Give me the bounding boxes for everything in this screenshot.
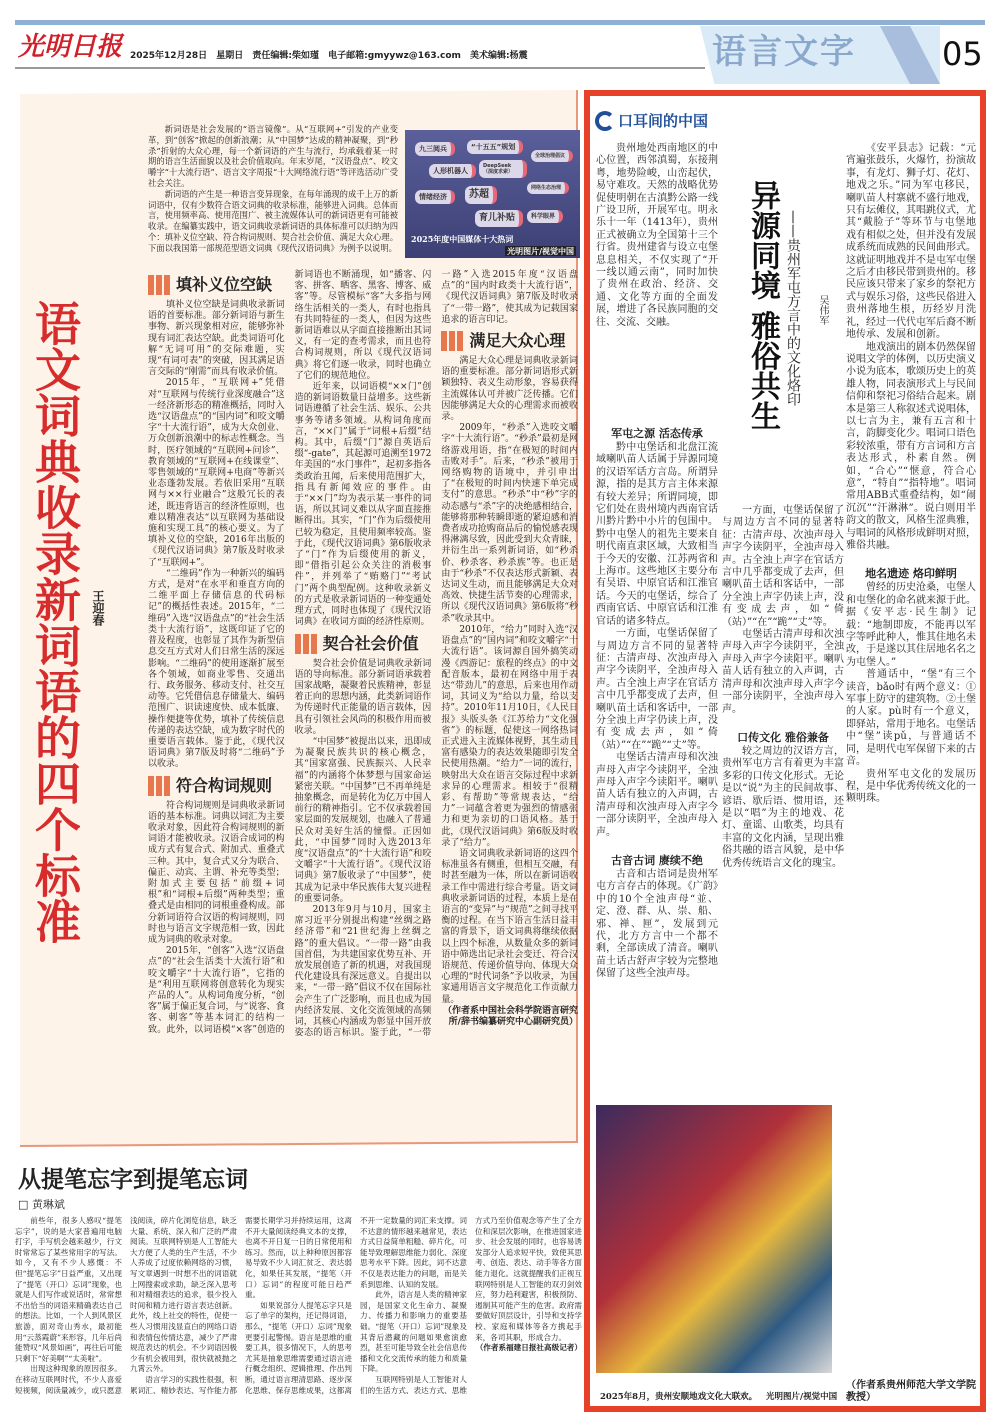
paragraph: 2015年，“互联网+”凭借对“互联网与传统行业深度融合”这一经济新形态的精准概括，同时入选“汉语盘点”的“国内词”和咬文嚼字“十大流行语”，成为大众创业、万众创新浪潮中的标志性概念。当时，医疗领域的“互联网+问诊”、教育领域的“互联网+在线课堂”、零售领域的“互联网+电商”等新兴业态蓬勃发展。若依旧采用“互联网与××行业融合”这般冗长的表述，既违背语言的经济性原则，也难以精准表达“以互联网为基础设施和实现工具”的核心要义。为了填补义位的空缺，2016年出版的《现代汉语词典》第7版及时收录了“互联网+”。 [148,378,285,568]
paragraph: 一方面，屯堡话保留了与周边方言不同的显著特征：古清声母、次浊声母入声字今读阴平，全浊声母入声。古全浊上声字在官话方言中几乎都变成了去声，但喇叭苗土话和客话中，一部分全浊上声字仍读上声，没有变成去声，如“倚（站）”“在”“跪”“丈”等。 [596,628,718,751]
paragraph: 此外，语言是人类的精神家园，是国家文化生命力、凝聚力、传播力和影响力的重要基础。“提笔（开口）忘词”现象及其背后潜藏的问题如果愈演愈烈，甚至可能导致全社会信息传播和文化交流传承的能力和质量下降。 [360,1290,467,1374]
books-icon [148,275,170,295]
lead-article-title: 语文词典收录新词语的四个标准 [28,300,82,944]
right-intro [596,143,718,329]
bubble: 全球治理倡议 [531,150,573,162]
newspaper-logo: 光明日报 [18,32,123,62]
bottom-body [15,1216,582,1396]
intro-paragraph: 新词语是社会发展的“语言镜像”。从“互联网+”引发的产业变革，到“创客”掀起的创新浪潮；从“中国梦”达成的精神凝聚，到“秒杀”折射的大众心理，每一个新词语的产生与流行，均承载着某一时期的语言生活面貌以及社会价值取向。年末岁尾，“汉语盘点”、咬文嚼字“十大流行语”、语言文字周报“十大网络流行语”等评选活动广受社会关注。 [148,124,398,188]
paragraph: 屯堡话古清声母和次浊声母入声字今读阴平，全浊声母入声字今读阳平。喇叭苗人话有独立的入声调，古清声母和次浊声母入声字今一部分读阴平，全浊声母入声。 [596,752,718,838]
paragraph: “中国梦”被提出以来，迅即成为凝聚民族共识的核心概念，其“国家富强、民族振兴、人民幸福”的内涵将个体梦想与国家命运紧密关联。“中国梦”已不再单纯是抽象概念，而是转化为亿万中国人前行的精神指引。它不仅承载着国家层面的发展规划，也融入了普通民众对美好生活的憧憬。正因如此，“中国梦”同时入选2013年度“汉语盘点”的“十大流行语”和咬文嚼字“十大流行语”。《现代汉语词典》第7版收录了“中国梦”，使其成为记录中华民族伟大复兴进程的重要词条。 [294,736,432,904]
paragraph: 贵州地处西南地区的中心位置，西邻滇蜀，东接荆粤，地势险峻，山峦起伏，易守难攻。天然的战略优势促使明朝在古滇黔公路一线广设卫所，开展军屯。明永乐十一年（1413年），贵州正式被确立为全国第十三个行省。贵州建省与设立屯堡息息相关，不仅实现了“开一线以通云南”，同时加快了贵州在政治、经济、交通、文化等方面的全面发展，增进了各民族同胞的交往、交流、交融。 [596,143,718,328]
books-icon [295,634,317,654]
section-heading-fill-gap [148,274,285,296]
section-heading: 填补义位空缺 [176,275,273,294]
right-article-author: 吴伟军 [817,295,828,325]
paragraph: 互联网特别是人工智能对人们的生活方式、表达方式、思维方式乃至价值观念等产生了全方位和深层次影响，在推进国家进步、社会发展的同时，也容易诱发部分人追求短平快，致使其思考、创造、表达、动手等各方面能力退化。这就提醒我们正视互联网特别是人工智能的双刃剑效应，努力趋利避害，积极预防、遏制其可能产生的危害。政府需要做好顶层设计，引导和支持学校、家庭和媒体等各方携起手来，各司其职，形成合力。 [360,1216,582,1395]
paragraph: 契合社会价值是词典收录新词语的导向标准。部分新词语承载着国家战略，凝聚着民族精神，彰显着正向的思想内涵，此类新词语作为传递时代正能量的语言载体，因具有引领社会风尚的积极作用而被收录。 [294,658,432,736]
right-col3 [846,143,976,806]
subhead: 古音古词 赓续不绝 [611,854,703,867]
right-col2 [722,505,844,870]
bubble: 网络生态治理 [527,182,569,194]
bubble: 苏超 [465,186,497,204]
bubble: 科学眼界 [527,210,563,223]
bubble: DeepSeek（深度求索） [479,160,527,178]
lead-body [148,270,578,1039]
subhead: 口传文化 雅俗兼备 [737,730,829,744]
paragraph: 普通话中，“堡”有三个读音，bǎo时有两个意义：①军事上防守的建筑物。②土堡的人家。pù时有一个意义，即驿站，常用于地名。屯堡话中“堡”读pǔ，与普通话不同，是明代屯军保留下来的古音。 [846,669,976,768]
paragraph: 如果说部分人提笔忘字只是忘了单字的架构，还记得词语，那么，“提笔（开口）忘词”现象更要引起警惕。语言是思维的重要工具，很多情况下，人的思考尤其是抽象思维需要通过语言进行概念组织、逻辑推理、作出判断，通过语言理清思路、逐步深化思维、保存思维成果，这都离不开一定数量的词汇来支撑。词不达意的情形越来越常见，表达方式日益简单粗糙、碎片化，可能导致理解思维能力弱化、深度思考水平下降。因此，词不达意不仅是表达能力的问题，而是关系到思维、认知的发展。 [245,1216,467,1395]
right-article-subtitle: ——贵州军屯方言中的文化烙印 [785,210,801,406]
bubble: 情绪经济 [415,190,455,204]
section-heading: 符合构词规则 [176,775,273,795]
right-article-title: 异源同境 雅俗共生 [745,180,780,431]
section-heading: 满足大众心理 [469,331,566,351]
right-col1 [596,426,718,981]
paragraph: 2013年9月与10月，国家主席习近平分别提出构建“丝绸之路经济带”和“21世纪海上丝绸之路”的重大倡议。“一带一路”由我国首倡，为共建国家优势互补、开放发展创造了新的机遇，对我国现代化建设具有深远意义。自提出以来，“一带一路”倡议不仅在国际社会产生了广泛影响，而且也成为国内经济发展、文化交流领域的高频词，其核心内涵成为彰显中国开放姿态的语言标识。鉴于此，“一带一路”入选2015年度“汉语盘点”的“国内时政类十大流行语”，《现代汉语词典》第7版及时收录了“一带一路”，使其成为记载国家追求的语言印记。 [294,270,578,1039]
paragraph: 古音和古语词是贵州军屯方言存古的体现。《广韵》中的10个全浊声母“並、定、澄、群、从、崇、船、邪、禅、匣”，发展到元代，北方方言中一个都不剩，全部读成了清音。喇叭苗土话古舒声字较为完整地保留了这些全浊声母。 [596,869,718,980]
paragraph: 较之周边的汉语方言，贵州军屯方言有着更为丰富多彩的口传文化形式。无论是以“说”为主的民间故事、谚语、歇后语、惯用语，还是以“唱”为主的地戏、花灯、童谣、山歌类，均具有丰富的文化内涵，呈现出雅俗共融的语言风貌，是中华优秀传统语言文化的瑰宝。 [722,745,844,869]
header-rule [15,67,705,69]
bottom-article-author: □ 黄琳斌 [18,1198,65,1211]
bubble: 九三阅兵 [415,142,455,156]
bubble: 育儿补贴 [475,210,523,227]
section-heading: 契合社会价值 [322,633,419,653]
photo-caption: 2025年8月，贵州安顺地戏文化大联欢。 光明图片/视觉中国 [600,1392,838,1402]
paragraph: 前些年，很多人感叹“提笔忘字”，说的是大家普遍用电脑打字，手写机会越来越少，行文时常常忘了某些常用字的写法。如今，又有不少人感慨：不但“提笔忘字”日益严重，又出现了“提笔（开口）忘词”现象，也就是人们写作或说话时，常常想不出恰当的词语来精确表达自己的想法。比如，一个人到风景区旅游，面对奇山秀水，最初能用“云蒸霞蔚”来形容，几年后尚能赞叹“风景如画”，再往后可能只剩下“好美啊”“太美啦”。 [15,1216,122,1363]
subhead: 军屯之源 活态传承 [611,427,703,440]
paragraph: 黔中屯堡话和北盘江流域喇叭苗人话属于异源同境的汉语军话方言岛。所谓异源，指的是其方言主体来源有较大差异；所谓同境，即它们处在贵州境内西南官话川黔片黔中小片的包围中。黔中屯堡人的祖先主要来自明代南直隶区域，大致相当于今天的安徽、江苏两省和上海市。这些地区主要分布有吴语、中原官话和江淮官话。今天的屯堡话，综合了西南官话、中原官话和江淮官话的诸多特点。 [596,442,718,627]
column-brand [595,110,708,132]
paragraph: 语言学习的实践性很强，积累词汇、精妙表达、写作能力都需要长期学习并持续运用，这离不开大量阅读经典文本的支撑，也离不开日复一日的日常使用和练习。然而，以上种种原因都容易导致不少人词汇贫乏、表达弱化，如果任其发展，“提笔（开口）忘词”的程度可能日趋严重。 [130,1216,352,1395]
column-name: 口耳间的中国 [618,112,709,130]
paragraph: 语文词典收录新词语的这四个标准虽各有侧重，但相互交融，有时甚至融为一体，所以在新词语收录工作中需进行综合考量。语文词典收录新词语的过程，本质上是在语言的“变异”与“规范”之间寻找平衡的过程。在当下语言生活日益丰富的背景下，语文词典将继续依据以上四个标准，从数量众多的新词语中筛选出记录社会变迁、符合汉语规范、传递价值导向、体现大众心理的“时代词条”予以收录，为国家通用语言文字规范化工作贡献力量。 [441,848,578,1005]
bubble: “十五五”规划 [467,140,523,154]
paragraph: 满足大众心理是词典收录新词语的重要标准。部分新词语形式新颖独特、表义生动形象，容易获得主流媒体认可并被广泛传播。它们因能够满足大众的心理需求而被收录。 [441,356,578,423]
bottom-article-title: 从提笔忘字到提笔忘词 [18,1166,248,1193]
section-heading-word-formation [148,775,285,797]
paragraph: 2009年，“秒杀”入选咬文嚼字“十大流行语”。“秒杀”最初是网络游戏用语，指“在极短的时间内击败对手”。后来，“秒杀”被用于网络购物的语境中，并引申出了“在极短的时间内快速下单完成支付”的意思。“秒杀”中“秒”字的动态感与“杀”字的决绝感相结合，能够将那种转瞬即逝的紧迫感和消费者成功抢购商品后的愉悦感表现得淋漓尽致，因此受到大众青睐，并衍生出一系列新词语，如“秒杀价、秒杀客、秒杀族”等。也正是由于“秒杀”不仅表达形式新颖、表达词义生动，而且能够满足大众对高效、快捷生活节奏的心理需求，所以《现代汉语词典》第6版将“秒杀”收录其中。 [441,423,578,624]
subhead: 地名遗迹 烙印鲜明 [865,567,957,581]
section-name: 语言文字 [712,32,856,72]
books-icon [441,331,463,351]
author-credit: （作者系贵州师范大学文学院教授） [846,1380,976,1404]
author-credit: （作者系中国社会科学院语言研究所/辞书编纂研究中心副研究员） [442,1005,578,1027]
paragraph: 屯堡话古清声母和次浊声母入声字今读阴平，全浊声母入声字今读阳平。喇叭苗人话有独立的入声调，古清声母和次浊声母入声字今一部分读阴平，全浊声母入声。 [722,629,844,715]
issue-meta: 2025年12月28日 星期日 责任编辑:柴如瑾 电子邮箱:gmyywz@163.com 美术编辑:杨震 [130,51,528,61]
intro-paragraph: 新词语的产生是一种语言变异现象，在每年涌现的成千上万的新词语中，仅有少数符合语文词典的收录标准，能够进入词典。总体而言，使用频率高、使用范围广、被主流媒体认可的新词语更有可能被收录。在编纂实践中，语文词典收录新词语的具体标准可以归纳为四个：填补义位空缺、符合构词规则、契合社会价值、满足大众心理。下面以我国第一部规范型语文词典《现代汉语词典》为例予以说明。 [148,188,398,253]
paragraph: 符合构词规则是词典收录新词语的基本标准。词典以词汇为主要收录对象，因此符合构词规则的新词语才能被收录。汉语合成词的构成方式有复合式、附加式、重叠式三种。其中，复合式又分为联合、偏正、动宾、主谓、补充等类型；附加式主要包括“前缀+词根”和“词根+后缀”两种类型；重叠式是由相同的词根重叠构成。部分新词语符合汉语的构词规则，同时也与语言文字规范相一致，因此成为词典的收录对象。 [148,800,285,945]
paragraph: “二维码”作为一种新兴的编码方式，是对“在水平和垂直方向的二维平面上存储信息的代码标记”的概括性表述。2015年，“二维码”入选“汉语盘点”的“社会生活类十大流行语”，这既印证了它的普及程度，也彰显了其作为新型信息交互方式对人们日常生活的深远影响。“二维码”的使用逐渐扩展至各个领域，如商业零售、交通出行、政务服务、移动支付、社交互动等。它凭借信息存储量大、编码范围广、识读速度快、成本低廉、操作便捷等优势，填补了传统信息传递的表达空缺，成为数字时代的重要语言载体。鉴于此，《现代汉语词典》第7版及时将“二维码”予以收录。 [148,568,285,770]
paragraph: 贵州军屯文化的发展历程，是中华优秀传统文化的一颗明珠。 [846,768,976,805]
paragraph: 一方面，屯堡话保留了与周边方言不同的显著特征：古清声母、次浊声母入声字今读阴平，全浊声母入声。古全浊上声字在官话方言中几乎都变成了去声，但喇叭苗土话和客话中，一部分全浊上声字仍读上声，没有变成去声，如“倚（站）”“在”“跪”“丈”等。 [722,505,844,628]
photo-credit: 光明图片/视觉中国 [765,1392,838,1402]
section-heading-social-value [295,633,432,655]
hot-words-illustration [405,130,580,258]
illustration-caption: 2025年度中国媒体十大热词 [411,234,514,244]
section-heading-public-psychology [441,330,578,352]
paragraph: 2010年，“给力”同时入选“汉语盘点”的“国内词”和咬文嚼字“十大流行语”。该词源自国外搞笑动漫《西游记：旅程的终点》的中文配音版本，最初在网络中用于表达“带劲儿”的意思，后来也用作动词，其词义为“给以力量，给以支持”。2010年11月10日，《人民日报》头版头条《江苏给力“文化强省”》的标题，促使这一网络热词正式进入主流媒体视野，其生动且富有感染力的表达效果随即引发全民使用热潮。“给力”一词的流行，映射出大众在语言交际过程中求新求异的心理需求。相较于“很精彩、有帮助”等常规表达，“给力”一词蕴含着更为强烈的情感张力和更为亲切的口语风格。基于此，《现代汉语词典》第6版及时收录了“给力”。 [441,624,578,848]
bubble: 人形机器人 [429,164,476,178]
paragraph: 地戏演出的剧本仍然保留说唱文学的体例，以历史演义小说为底本，歌颂历史上的英雄人物，同表演形式上与民间信仰和祭祀习俗结合起来。剧本是第三人称叙述式说唱体，以七言为主，兼有五言和十言，韵脚变化少。唱词口语色彩较浓重，带有方言词和方言表达形式，朴素自然。例如，“合心”“惬意，符合心意”，“特自”“指特地”。唱词常用ABB式重叠结构，如“闹沉沉”“汗淋淋”。说白则用半韵文的散文，风格生涩典雅，与唱词的风格形成鲜明对照，雅俗共融。 [846,341,976,551]
paragraph: 近年来，以词语模“××门”创造的新词语数量日益增多。这些新词语遵循了社会生活、娱乐、公共事务等诸多领域。从构词角度而言，“××门”属于“词根+后缀”结构。其中，后缀“门”源自英语后缀“-gate”，其起源可追溯至1972年美国的“水门事件”，起初多指各类政治丑闻，后来使用范围扩大，指具有新闻效应的事件。由于“××门”均为表示某一事件的词语，所以其词义难以从字面直接推断得出。其实，“门”作为后缀使用已较为稳定，且使用频率较高。鉴于此，《现代汉语词典》第6版收录了“门”作为后缀使用的新义，即“借指引起公众关注的消极事件”，并列举了“贿赂门”“考试门”两个典型配例。这种收录新义的方式是收录新词语的一种变通处理方式，同时也体现了《现代汉语词典》在收词方面的经济性原则。 [294,382,432,628]
paragraph: 填补义位空缺是词典收录新词语的首要标准。部分新词语与新生事物、新兴现象相对应，能够弥补现有词汇表达空缺。此类词语可化解“无词可用”的交际难题，实现“有词可表”的突破，因其满足语言交际的“刚需”而具有收录价值。 [148,300,285,378]
paragraph: 出现这种现象的原因很多。在移动互联网时代，不少人喜爱短视频，阅读量减少，或只愿意浅阅读，碎片化浏览信息，缺乏大量、系统、深入和广泛的严肃阅读。互联网特别是人工智能大大方便了人类的生产生活，不少人养成了过度依赖网络的习惯，写文章遇到一时想不出的词语就上网搜索或求助，缺乏深入思考和对精细表达的追求，很少投入时间和精力进行语言表达创新。此外，线上社交的特性，促使一些人习惯用浅显直白的网络口语和表情包传情达意，减少了严肃规范表达的机会。不少词语因极少有机会被用到，很快就被抛之九霄云外。 [15,1216,237,1395]
page-number: 05 [942,35,983,73]
g-logo-icon [595,111,615,131]
lead-intro [148,124,398,254]
top-bar [15,20,985,25]
paragraph: 《安平县志》记载：“元宵遍张鼓乐，火爆竹，扮演故事，有龙灯、狮子灯、花灯、地戏之乐。”同为军屯移民，喇叭苗人村寨就不盛行地戏，只有坛傩仪，其唱跳仪式，尤其“戴脸子”等环节与屯堡地戏有相似之处，但并没有发展成系统而成熟的民间曲形式。这就证明地戏并不是屯军屯堡之后才由移民带到贵州的。移民应该只带来了家乡的祭祀方式与娱乐习俗，这些民俗进入贵州落地生根，历经岁月洗礼，经过一代代屯军后裔不断地传承、发展和创新。 [846,143,976,341]
illustration-credit: 光明图片/视觉中国 [507,246,574,256]
author-credit: （作者系福建日报社高级记者） [475,1343,582,1353]
paragraph: 曾经的历史沧桑，屯堡人和屯堡化的命名就来源于此。据《安平志·民生制》记载：“地制即废，不能再以军字等呼此种人，惟其住地名未改，于是遂以其住居地名名之为屯堡人。” [846,582,976,668]
lead-article-author: 王迎春 [91,590,105,626]
books-icon [148,776,170,796]
paragraph: 2015年，“创客”入选“汉语盘点”的“社会生活类十大流行语”和咬文嚼字“十大流行语”，它指的是“利用互联网将创意转化为现实产品的人”。从构词角度分析，“创客”属于偏正复合词，与“说客、食客、刺客”等基本词汇的结构一致。此外，以词语模“×客”创造的新词语也不断涌现，如“播客、闪客、拼客、晒客、黑客、博客、威客”等。尽管模标“客”大多指与网络生活相关的一类人，有时也指具有共同特征的一类人，但因为这些新词语难以从字面直接推断出其词义，有一定的查考需求，而且也符合构词规则，所以《现代汉语词典》将它们逐一收录，同时也确立了它们的规范地位。 [148,270,432,1035]
dixi-festival-photo [596,1105,832,1373]
